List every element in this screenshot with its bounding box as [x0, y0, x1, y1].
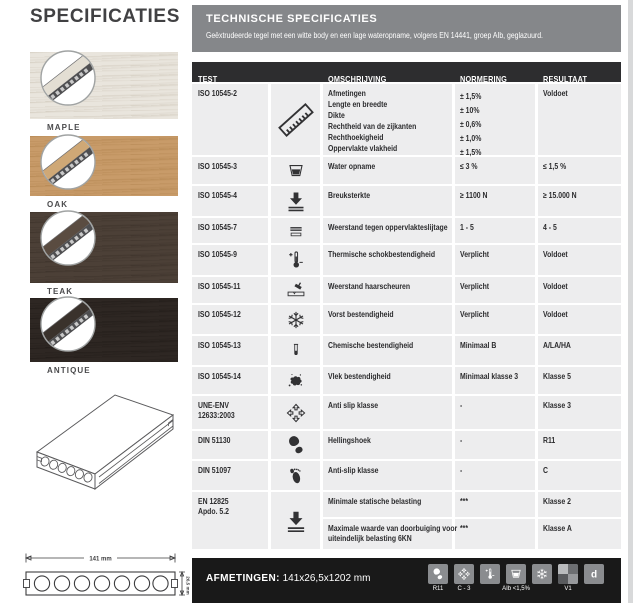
- norm-cell: -: [455, 396, 535, 429]
- result-cell: Voldoet: [538, 245, 621, 275]
- test-cell: ISO 10545-9: [192, 245, 268, 275]
- stain-icon: [284, 370, 308, 392]
- snowflake-icon: [535, 567, 549, 581]
- badge-label: AIb <1,5%: [502, 586, 530, 592]
- icon-cell: [271, 367, 320, 394]
- icon-cell: [271, 218, 320, 243]
- technical-specs-banner: [192, 5, 621, 52]
- profile-inset-icon: [39, 295, 97, 353]
- test-cell: EN 12825 Apdo. 5.2: [192, 492, 268, 549]
- wood-texture: [30, 136, 178, 196]
- test-cell: ISO 10545-2: [192, 84, 268, 155]
- certification-badges: [428, 564, 604, 593]
- description-cell: Anti-slip klasse: [323, 461, 452, 490]
- icon-cell: [271, 84, 320, 155]
- icon-cell: [271, 492, 320, 549]
- banner-title: TECHNISCHE SPECIFICATIES: [206, 13, 378, 25]
- icon-cell: [271, 157, 320, 184]
- badge-square: [558, 564, 578, 584]
- table-row: [192, 218, 621, 243]
- spec-table-body: [192, 84, 621, 549]
- page-title: SPECIFICATIES: [30, 6, 180, 27]
- svg-text:d: d: [590, 569, 598, 581]
- profile-inset-icon: [39, 133, 97, 191]
- table-row: [192, 305, 621, 334]
- badge-water-cup: [502, 564, 530, 593]
- badge-letter-d: [584, 564, 604, 593]
- badge-thermometer: [480, 564, 500, 593]
- icon-cell: [271, 245, 320, 275]
- test-cell: ISO 10545-13: [192, 336, 268, 365]
- width-dimension-label: 141 mm: [89, 556, 112, 563]
- page-edge-strip: [628, 0, 633, 603]
- table-row: [192, 245, 621, 275]
- height-dimension-label: 26,5 mm: [185, 576, 190, 595]
- description-cell: Vorst bestendigheid: [323, 305, 452, 334]
- badge-label: R11: [432, 586, 444, 592]
- foot-print-icon: [286, 464, 306, 488]
- dimensions-label: AFMETINGEN:: [206, 573, 280, 584]
- norm-cell: ≤ 3 %: [455, 157, 535, 184]
- abrasion-icon: [281, 222, 311, 240]
- table-row: [192, 461, 621, 490]
- test-cell: ISO 10545-3: [192, 157, 268, 184]
- icon-cell: [271, 396, 320, 429]
- result-cell: Voldoet: [538, 305, 621, 334]
- swatch-oak: [30, 136, 178, 209]
- table-row: EN 12825 Apdo. 5.2 Minimale statische belasting Maximale waarde van doorbuiging voor uiteindelijk belasting 6KN *** *** Klasse 2 Klasse A: [192, 492, 621, 549]
- result-cell: Voldoet: [538, 277, 621, 303]
- result-cell: C: [538, 461, 621, 490]
- norm-cell: -: [455, 461, 535, 490]
- thermometer-icon: [283, 249, 309, 271]
- ruler-icon: [273, 100, 319, 140]
- norm-cell: Verplicht: [455, 305, 535, 334]
- result-cell: R11: [538, 431, 621, 459]
- letter-d-icon: [586, 566, 602, 582]
- norm-cell: Minimaal B: [455, 336, 535, 365]
- table-row: [192, 84, 621, 158]
- table-row: [192, 367, 621, 394]
- description-cell: Water opname: [323, 157, 452, 184]
- shade-variation-icon: [558, 564, 578, 584]
- swatch-maple: [30, 52, 178, 132]
- table-header-row: TEST OMSCHRIJVING NORMERING RESULTAAT: [192, 62, 621, 82]
- board-3d-drawing: [25, 386, 180, 521]
- badge-square: [584, 564, 604, 584]
- swatch-teak: [30, 212, 178, 296]
- slip-arrows-icon: [284, 402, 308, 424]
- description-cell: Chemische bestendigheid: [323, 336, 452, 365]
- dimensions-text: [206, 573, 370, 584]
- shoe-print-icon: [285, 433, 307, 457]
- description-cell: Vlek bestendigheid: [323, 367, 452, 394]
- swatch-label: TEAK: [47, 287, 74, 296]
- load-arrow-icon: [281, 508, 311, 534]
- table-row: [192, 157, 621, 184]
- icon-cell: [271, 186, 320, 216]
- water-cup-icon: [283, 161, 309, 181]
- norm-cell: 1 - 5: [455, 218, 535, 243]
- norm-cell: ± 1,5% ± 10% ± 0,6% ± 1,0% ± 1,5%: [455, 84, 535, 155]
- description-cell: Weerstand tegen oppervlakteslijtage: [323, 218, 452, 243]
- table-row: [192, 186, 621, 216]
- result-cell: 4 - 5: [538, 218, 621, 243]
- slip-arrows-icon: [457, 567, 471, 581]
- profile-inset-icon: [39, 209, 97, 267]
- banner-subtitle: Geëxtrudeerde tegel met een witte body en een lage wateropname, volgens EN 14441, groep AIb, geglazuurd.: [206, 31, 543, 40]
- icon-cell: [271, 277, 320, 303]
- badge-square: [506, 564, 526, 584]
- badge-label: C - 3: [457, 586, 471, 592]
- icon-cell: [271, 461, 320, 490]
- test-cell: ISO 10545-14: [192, 367, 268, 394]
- badge-label: V1: [564, 586, 572, 592]
- thermometer-icon: [483, 567, 497, 581]
- norm-cell: Minimaal klasse 3: [455, 367, 535, 394]
- test-cell: ISO 10545-4: [192, 186, 268, 216]
- badge-square: [454, 564, 474, 584]
- badge-shoe-print: [428, 564, 448, 593]
- badge-square: [480, 564, 500, 584]
- test-tube-icon: [287, 340, 305, 362]
- test-cell: DIN 51097: [192, 461, 268, 490]
- norm-cell: Verplicht: [455, 245, 535, 275]
- table-row: [192, 396, 621, 429]
- test-cell: ISO 10545-12: [192, 305, 268, 334]
- table-row: [192, 277, 621, 303]
- water-cup-icon: [509, 567, 523, 581]
- test-cell: ISO 10545-11: [192, 277, 268, 303]
- cross-section-drawing: [12, 548, 190, 602]
- dimensions-value: 141x26,5x1202 mm: [282, 573, 371, 584]
- norm-cell: ≥ 1100 N: [455, 186, 535, 216]
- crack-resistance-icon: [280, 280, 312, 300]
- description-cell: Anti slip klasse: [323, 396, 452, 429]
- icon-cell: [271, 305, 320, 334]
- result-cell: Klasse 3: [538, 396, 621, 429]
- icon-cell: [271, 431, 320, 459]
- badge-square: [532, 564, 552, 584]
- badge-shade-variation: [558, 564, 578, 593]
- swatch-label: MAPLE: [47, 123, 81, 132]
- result-cell: A/LA/HA: [538, 336, 621, 365]
- test-cell: DIN 51130: [192, 431, 268, 459]
- badge-square: [428, 564, 448, 584]
- shoe-print-icon: [431, 567, 445, 581]
- description-cell: Breuksterkte: [323, 186, 452, 216]
- norm-cell: -: [455, 431, 535, 459]
- test-cell: UNE-ENV 12633:2003: [192, 396, 268, 429]
- badge-snowflake: [532, 564, 552, 593]
- table-row: [192, 431, 621, 459]
- wood-texture: [30, 298, 178, 362]
- result-cell: ≤ 1,5 %: [538, 157, 621, 184]
- load-arrow-icon: [282, 189, 310, 213]
- swatch-label: OAK: [47, 200, 69, 209]
- result-cell: ≥ 15.000 N: [538, 186, 621, 216]
- swatch-label: ANTIQUE: [47, 366, 91, 375]
- profile-inset-icon: [39, 49, 97, 107]
- table-row: [192, 336, 621, 365]
- result-cell: Klasse 5: [538, 367, 621, 394]
- badge-slip-arrows: [454, 564, 474, 593]
- norm-cell: Verplicht: [455, 277, 535, 303]
- test-cell: ISO 10545-7: [192, 218, 268, 243]
- snowflake-icon: [284, 309, 308, 331]
- swatch-antique: [30, 298, 178, 375]
- result-cell: Voldoet: [538, 84, 621, 155]
- wood-texture: [30, 52, 178, 119]
- description-cell: Weerstand haarscheuren: [323, 277, 452, 303]
- description-cell: Hellingshoek: [323, 431, 452, 459]
- dimensions-bar: [192, 558, 621, 603]
- icon-cell: [271, 336, 320, 365]
- description-cell: Thermische schokbestendigheid: [323, 245, 452, 275]
- description-cell: Afmetingen Lengte en breedte Dikte Rechtheid van de zijkanten Rechthoekigheid Oppervlakte vlakheid: [323, 84, 452, 155]
- wood-texture: [30, 212, 178, 283]
